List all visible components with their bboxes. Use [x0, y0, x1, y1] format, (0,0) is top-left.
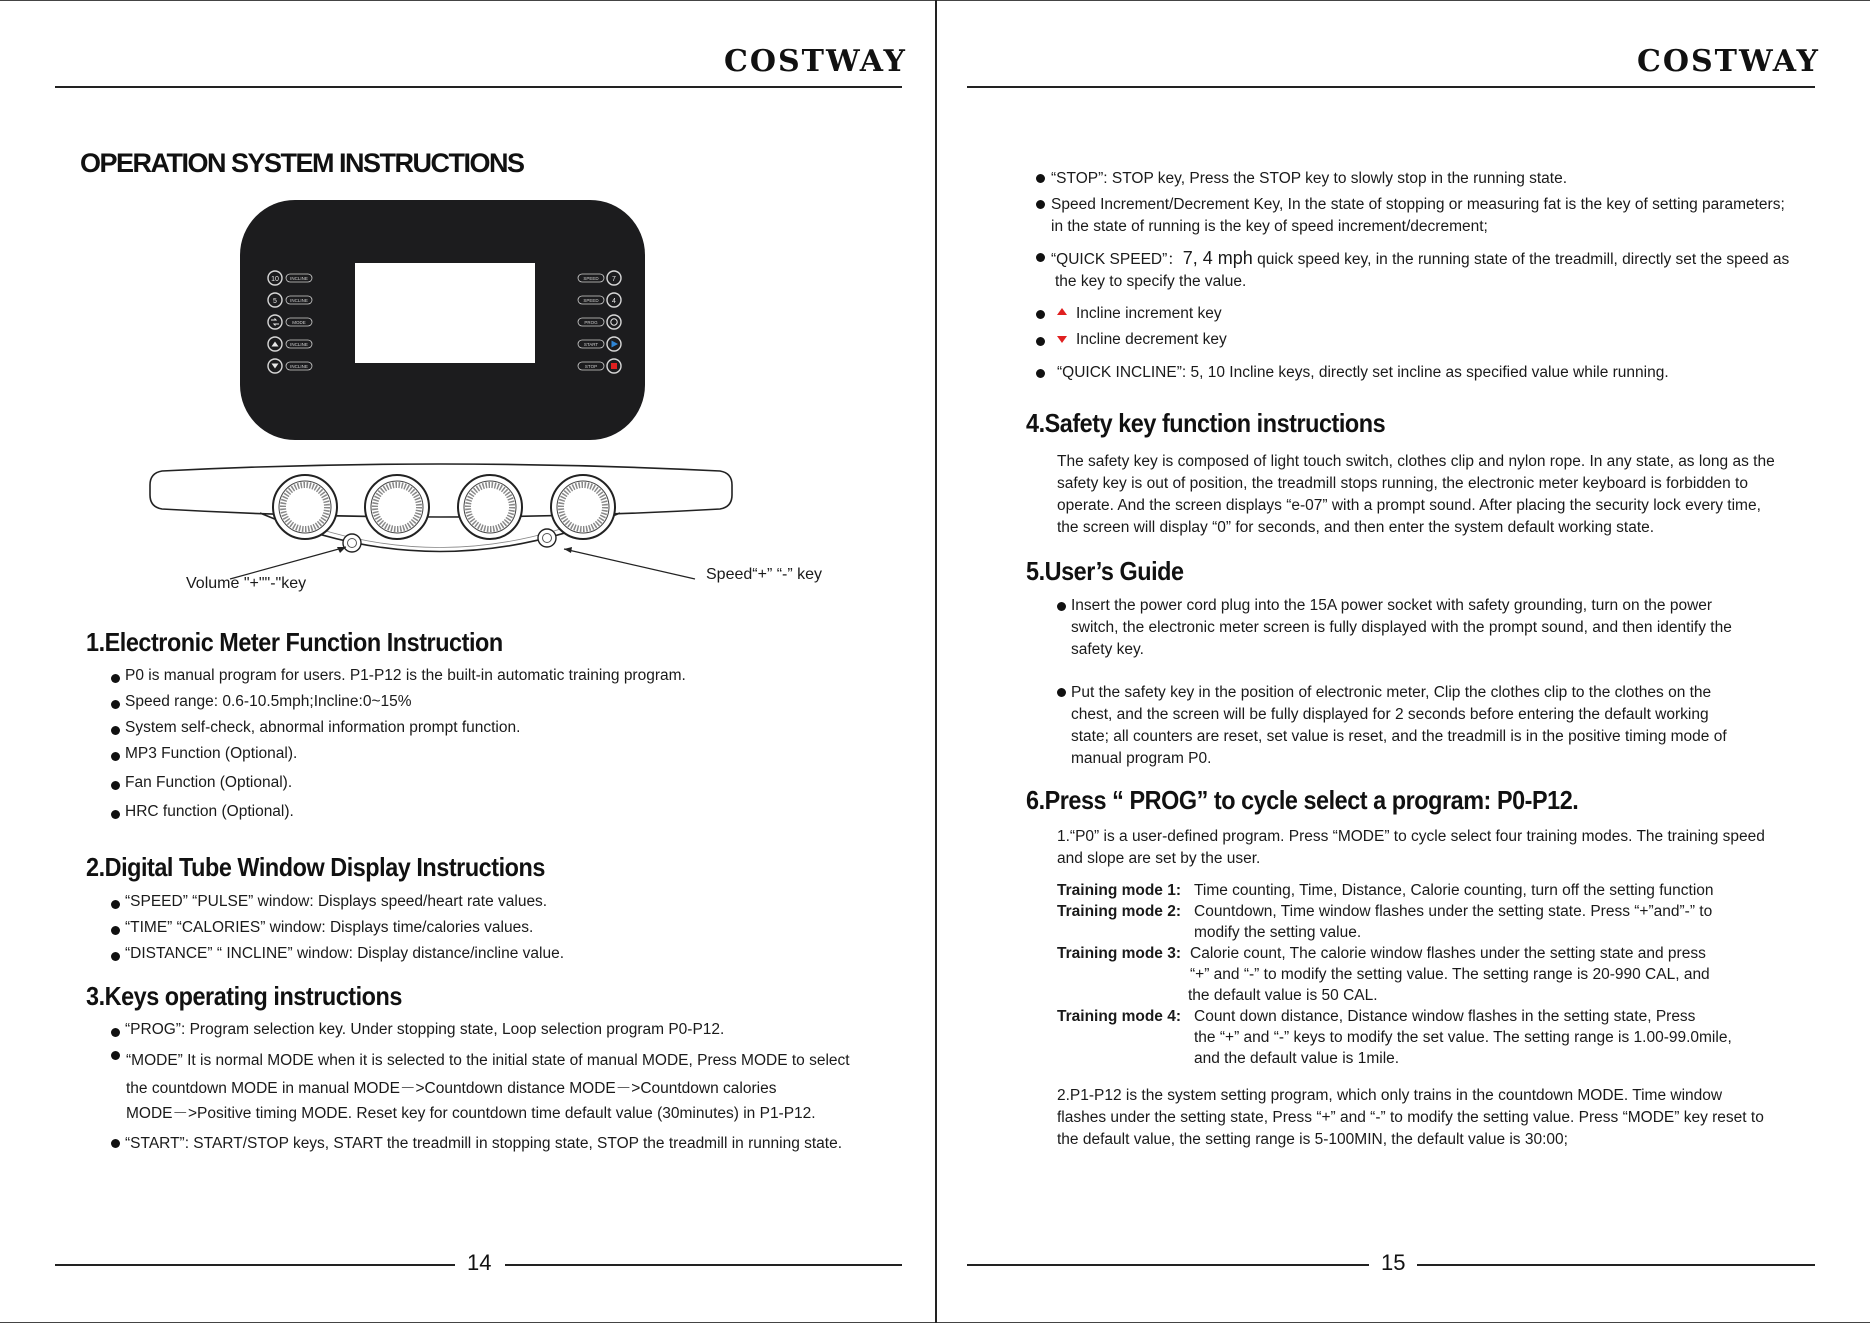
training-mode-text: Count down distance, Distance window flashes in the setting state, Press: [1194, 1008, 1696, 1025]
paragraph-line: state; all counters are reset, set value is reset, and the treadmill is in the positive timing mode of: [1071, 728, 1727, 745]
bullet: [1036, 337, 1045, 346]
bullet: [1036, 310, 1045, 319]
list-item: MP3 Function (Optional).: [125, 745, 298, 762]
paragraph-line: the screen will display “0” for seconds, and then enter the system default working state.: [1057, 519, 1655, 536]
paragraph-line: Put the safety key in the position of electronic meter, Clip the clothes clip to the clothes on the: [1071, 684, 1712, 701]
incline-down-arrow-icon: [1057, 336, 1067, 343]
bullet: [111, 752, 120, 761]
page-number: 14: [467, 1250, 492, 1275]
list-item: Incline increment key: [1076, 305, 1222, 322]
training-mode-text: the default value is 50 CAL.: [1188, 987, 1378, 1004]
list-item: “TIME” “CALORIES” window: Displays time/calories values.: [125, 919, 534, 936]
brand-logo: COSTWAY: [724, 44, 907, 79]
bullet: [1036, 200, 1045, 209]
stop-square-icon: [611, 363, 617, 369]
training-mode-text: and the default value is 1mile.: [1194, 1050, 1400, 1067]
list-item: “QUICK INCLINE”: 5, 10 Incline keys, directly set incline as specified value while running.: [1057, 364, 1669, 381]
left-key-5-label: INCLINE: [290, 364, 308, 369]
list-item: “STOP”: STOP key, Press the STOP key to slowly stop in the running state.: [1051, 170, 1568, 187]
bullet: [111, 781, 120, 790]
bullet: [1036, 369, 1045, 378]
section-5-title: 5.User’s Guide: [1026, 556, 1184, 586]
display-window: [355, 263, 535, 363]
paragraph-line: chest, and the screen will be fully displayed for 2 seconds before entering the default working: [1071, 706, 1709, 723]
paragraph-line: flashes under the setting state, Press “+” and “-” to modify the setting value. Press “MODE” key reset to: [1057, 1109, 1764, 1126]
left-key-1-num: 10: [271, 276, 279, 283]
page-number: 15: [1381, 1250, 1406, 1275]
bullet: [111, 726, 120, 735]
list-item: HRC function (Optional).: [125, 803, 294, 820]
section-6-title: 6.Press “ PROG” to cycle select a program: P0-P12.: [1026, 785, 1579, 815]
left-key-2-num: 5: [273, 298, 277, 305]
training-mode-label: Training mode 3:: [1057, 945, 1182, 962]
left-key-4-label: INCLINE: [290, 342, 308, 347]
quick-speed-key: “QUICK SPEED”：: [1051, 251, 1183, 268]
list-item-cont: in the state of running is the key of speed increment/decrement;: [1051, 218, 1488, 235]
paragraph-line: 2.P1-P12 is the system setting program, which only trains in the countdown MODE. Time window: [1057, 1087, 1723, 1104]
brand-logo: COSTWAY: [1637, 44, 1820, 79]
quick-speed-desc: quick speed key, in the running state of the treadmill, directly set the speed as: [1252, 251, 1790, 268]
footer-rule-right: [1417, 1264, 1815, 1266]
list-item: Speed range: 0.6-10.5mph;Incline:0~15%: [125, 693, 412, 710]
list-item-cont: the key to specify the value.: [1055, 273, 1247, 290]
right-key-2-num: 4: [612, 298, 616, 305]
incline-up-arrow-icon: [1057, 308, 1067, 315]
right-key-2-label: SPEED: [583, 298, 599, 303]
bullet: [111, 926, 120, 935]
paragraph-line: safety key.: [1071, 641, 1144, 658]
footer-rule-left: [55, 1264, 455, 1266]
section-3-title: 3.Keys operating instructions: [86, 981, 402, 1011]
left-key-3-label: MODE: [292, 320, 306, 325]
right-key-5-label: STOP: [584, 364, 598, 369]
right-key-3-label: PROG: [584, 320, 598, 325]
paragraph-line: safety key is out of position, the treadmill stops running, the electronic meter keyboard is forbidden to: [1057, 475, 1748, 492]
list-item: Speed Increment/Decrement Key, In the state of stopping or measuring fat is the key of setting parameters;: [1051, 196, 1785, 213]
training-mode-text: Calorie count, The calorie window flashes under the setting state and press: [1190, 945, 1706, 962]
paragraph-line: switch, the electronic meter screen is fully displayed with the prompt sound, and then identify the: [1071, 619, 1732, 636]
training-mode-label: Training mode 1:: [1057, 882, 1182, 899]
page-right: [935, 0, 1870, 1323]
list-item: [1051, 247, 1789, 269]
list-item-cont: MODE－>Positive timing MODE. Reset key for countdown time default value (30minutes) in P1-P12.: [126, 1105, 816, 1122]
paragraph-line: Insert the power cord plug into the 15A power socket with safety grounding, turn on the power: [1071, 597, 1713, 614]
list-item: “START”: START/STOP keys, START the treadmill in stopping state, STOP the treadmill in running state.: [125, 1135, 843, 1152]
bullet: [111, 1051, 120, 1060]
list-item: Incline decrement key: [1076, 331, 1227, 348]
bullet: [1036, 174, 1045, 183]
section-1-title: 1.Electronic Meter Function Instruction: [86, 627, 503, 657]
header-rule: [55, 86, 902, 88]
bullet: [111, 700, 120, 709]
training-mode-text: Time counting, Time, Distance, Calorie counting, turn off the setting function: [1194, 882, 1714, 899]
list-item: “SPEED” “PULSE” window: Displays speed/heart rate values.: [125, 893, 548, 910]
bullet: [111, 900, 120, 909]
list-item: Fan Function (Optional).: [125, 774, 293, 791]
speed-key: [538, 529, 556, 547]
training-mode-text: modify the setting value.: [1194, 924, 1362, 941]
bullet: [1036, 253, 1045, 262]
bullet: [1057, 688, 1066, 697]
bullet: [1057, 602, 1066, 611]
page-title: OPERATION SYSTEM INSTRUCTIONS: [80, 148, 524, 178]
header-rule: [967, 86, 1815, 88]
paragraph-line: and slope are set by the user.: [1057, 850, 1261, 867]
training-mode-label: Training mode 4:: [1057, 1008, 1182, 1025]
right-key-1-num: 7: [612, 276, 616, 283]
paragraph-line: manual program P0.: [1071, 750, 1212, 767]
bullet: [111, 1028, 120, 1037]
training-mode-text: “+” and “-” to modify the setting value. The setting range is 20-990 CAL, and: [1190, 966, 1710, 983]
bullet: [111, 952, 120, 961]
console-illustration: [140, 195, 780, 605]
paragraph-line: the default value, the setting range is 5-100MIN, the default value is 30:00;: [1057, 1131, 1568, 1148]
training-mode-text: Countdown, Time window flashes under the setting state. Press “+”and”-” to: [1194, 903, 1713, 920]
speed-callout-line: [564, 549, 695, 579]
console-handlebar: [150, 464, 732, 552]
footer-rule-left: [967, 1264, 1369, 1266]
right-key-4-label: START: [583, 342, 599, 347]
list-item: P0 is manual program for users. P1-P12 is the built-in automatic training program.: [125, 667, 686, 684]
right-key-1-label: SPEED: [583, 276, 599, 281]
list-item-cont: the countdown MODE in manual MODE－>Countdown distance MODE－>Countdown calories: [126, 1080, 777, 1097]
paragraph-line: operate. And the screen displays “e-07” with a prompt sound. After placing the security lock every time,: [1057, 497, 1761, 514]
training-mode-text: the “+” and “-” keys to modify the set value. The setting range is 1.00-99.0mile,: [1194, 1029, 1732, 1046]
bullet: [111, 810, 120, 819]
left-key-2-label: INCLINE: [290, 298, 308, 303]
volume-key-label: Volume "+""-"key: [186, 575, 307, 592]
speed-key-label: Speed“+” “-” key: [706, 566, 823, 583]
section-4-title: 4.Safety key function instructions: [1026, 408, 1386, 438]
list-item: System self-check, abnormal information prompt function.: [125, 719, 521, 736]
list-item: “MODE” It is normal MODE when it is selected to the initial state of manual MODE, Press MODE to select: [126, 1052, 850, 1069]
training-mode-label: Training mode 2:: [1057, 903, 1182, 920]
bullet: [111, 1139, 120, 1148]
quick-speed-values: 7, 4 mph: [1182, 248, 1253, 268]
paragraph-line: 1.“P0” is a user-defined program. Press “MODE” to cycle select four training modes. The training speed: [1057, 828, 1765, 845]
footer-rule-right: [505, 1264, 902, 1266]
list-item: “PROG”: Program selection key. Under stopping state, Loop selection program P0-P12.: [125, 1021, 725, 1038]
section-2-title: 2.Digital Tube Window Display Instructions: [86, 852, 545, 882]
volume-key: [343, 534, 361, 552]
bullet: [111, 674, 120, 683]
list-item: “DISTANCE” “ INCLINE” window: Display distance/incline value.: [125, 945, 565, 962]
paragraph-line: The safety key is composed of light touch switch, clothes clip and nylon rope. In any state, as long as the: [1057, 453, 1775, 470]
left-key-1-label: INCLINE: [290, 276, 308, 281]
